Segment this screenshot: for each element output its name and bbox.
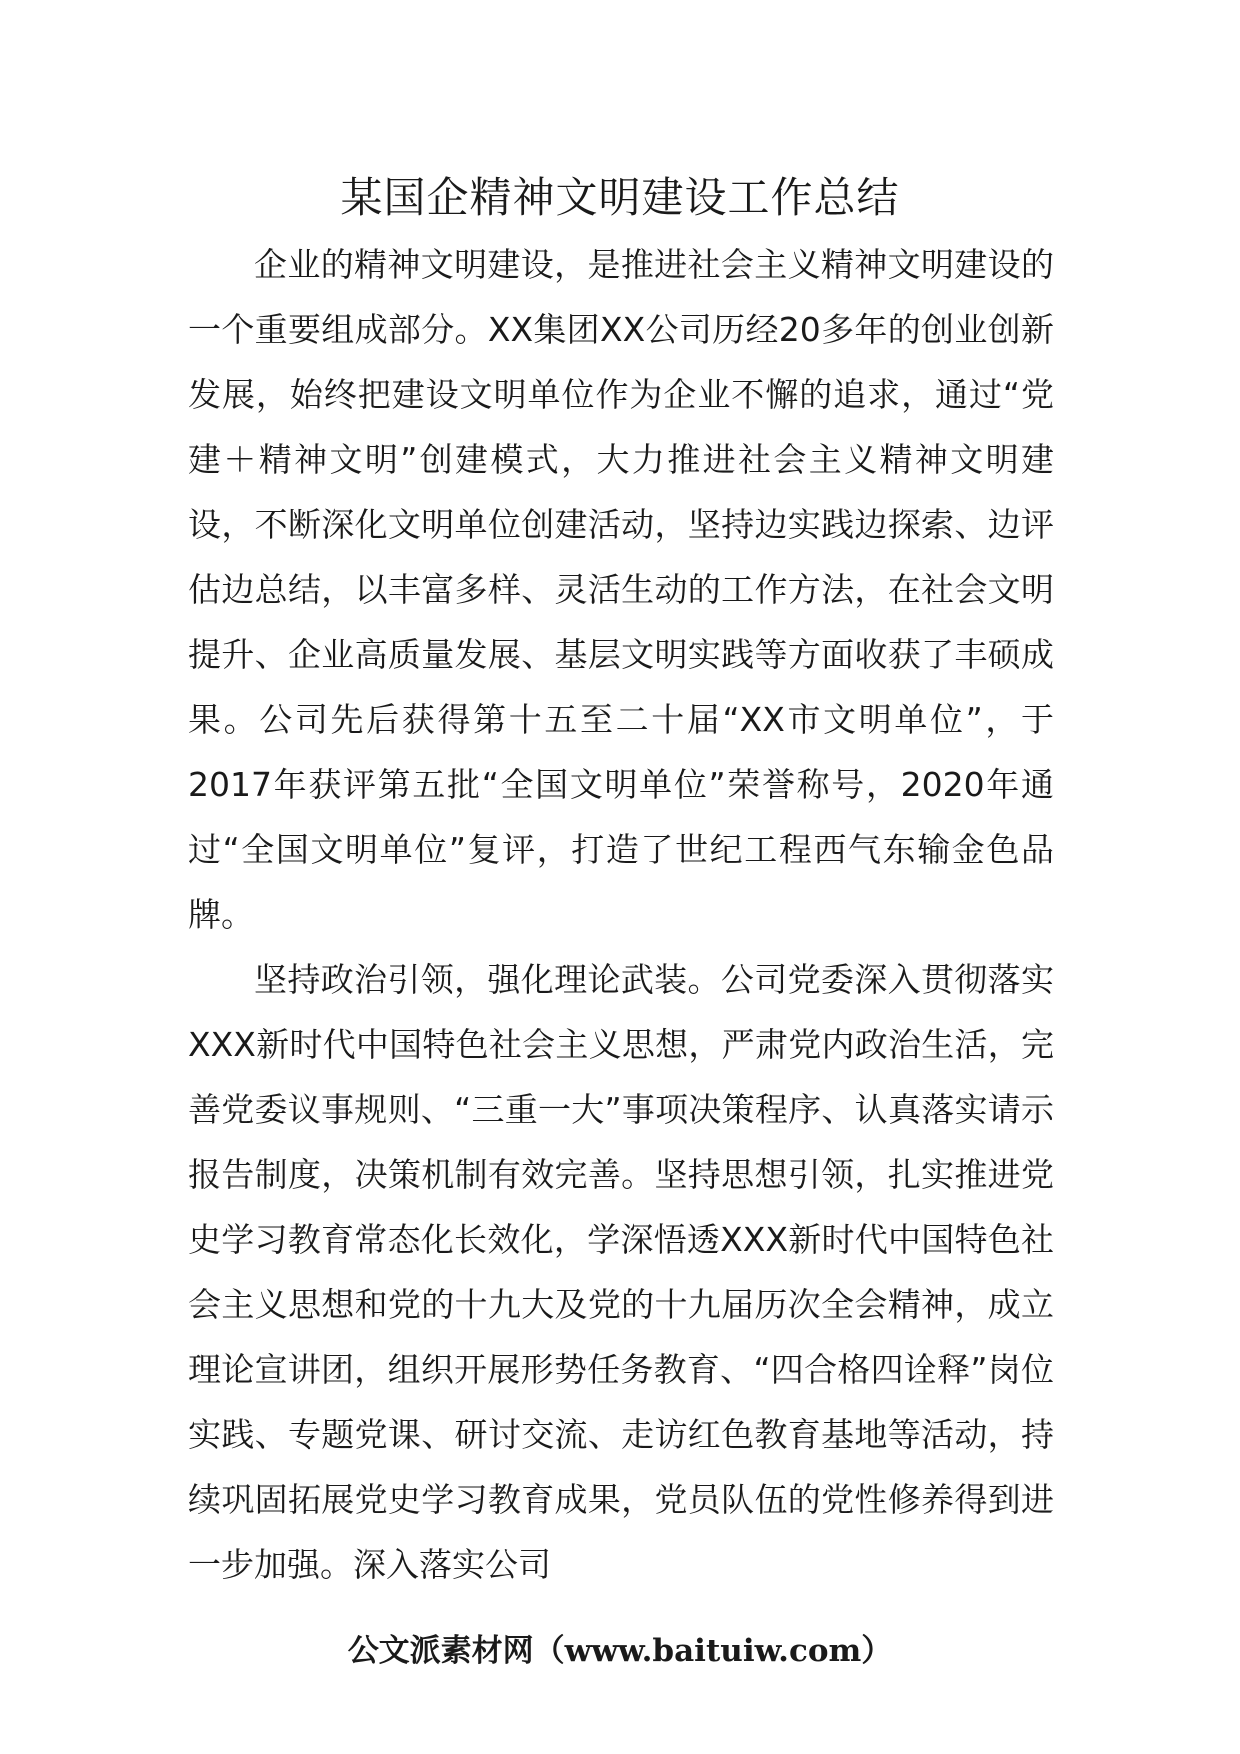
paragraph-political-guidance: 坚持政治引领，强化理论武装。公司党委深入贯彻落实XXX新时代中国特色社会主义思想，严肃党内政治生活，完善党委议事规则、“三重一大”事项决策程序、认真落实请示报告制度，决策机制有效完善。坚持思想引领，扎实推进党史学习教育常态化长效化，学深悟透XXX新时代中国特色社会主义思想和党的十九大及党的十九届历次全会精神，成立理论宣讲团，组织开展形势任务教育、“四合格四诠释”岗位实践、专题党课、研讨交流、走访红色教育基地等活动，持续巩固拓展党史学习教育成果，党员队伍的党性修养得到进一步加强。深入落实公司 [188, 960, 1054, 1584]
paragraph-intro: 企业的精神文明建设，是推进社会主义精神文明建设的一个重要组成部分。XX集团XX公司历经20多年的创业创新发展，始终把建设文明单位作为企业不懈的追求，通过“党建＋精神文明”创建模式，大力推进社会主义精神文明建设，不断深化文明单位创建活动，坚持边实践边探索、边评估边总结，以丰富多样、灵活生动的工作方法，在社会文明提升、企业高质量发展、基层文明实践等方面收获了丰硕成果。公司先后获得第十五至二十届“XX市文明单位”，于2017年获评第五批“全国文明单位”荣誉称号，2020年通过“全国文明单位”复评，打造了世纪工程西气东输金色品牌。 [188, 245, 1054, 934]
document-body [188, 232, 1054, 1597]
footer-watermark: 公文派素材网（www.baituiw.com） [347, 1633, 893, 1669]
document-title: 某国企精神文明建设工作总结 [340, 173, 900, 222]
